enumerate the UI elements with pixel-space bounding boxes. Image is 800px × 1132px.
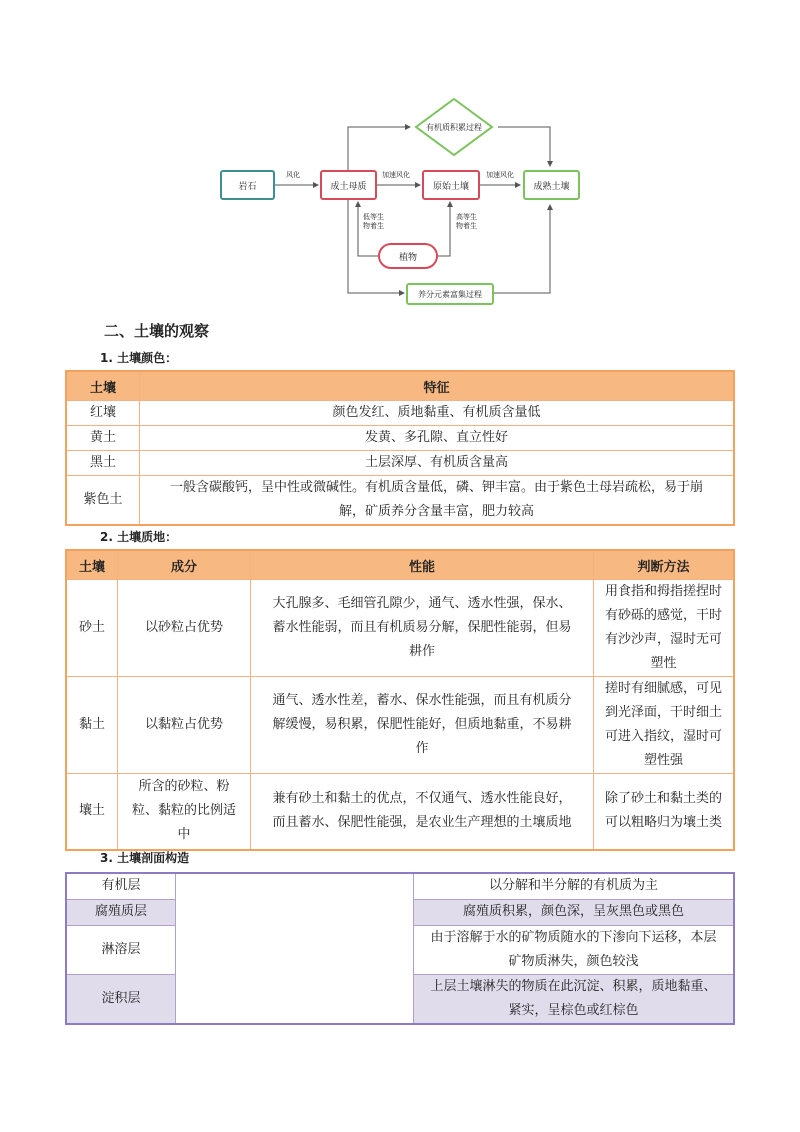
cell-layer: 腐殖质层 — [66, 899, 176, 925]
cell-line: 可以粗略归为壤土类 — [604, 815, 722, 831]
cell-line: 解缓慢，易积累，保肥性能好，但质地黏重，不易耕 — [272, 717, 572, 732]
soil-formation-diagram — [210, 95, 600, 315]
cell-feature: 土层深厚、有机质含量高 — [140, 451, 735, 476]
header-feature: 特征 — [140, 371, 735, 401]
cell-method — [594, 774, 735, 850]
subheading-color: 1. 土壤颜色： — [100, 351, 178, 365]
cell-component: 以黏粒占优势 — [118, 677, 251, 774]
label-accel-2: 加速风化 — [486, 171, 514, 179]
cell-line: 所含的砂粒、粉 — [138, 779, 230, 795]
header-method: 判断方法 — [594, 550, 735, 580]
node-organic-process: 有机质积累过程 — [426, 122, 482, 132]
table-row — [66, 451, 734, 476]
header-component: 成分 — [118, 550, 251, 580]
header-soil: 土壤 — [66, 550, 118, 580]
cell-line: 耕作 — [408, 644, 435, 659]
soil-profile-table — [65, 872, 735, 1025]
node-nutrient-process: 养分元素富集过程 — [406, 283, 494, 305]
cell-desc — [414, 974, 735, 1024]
edge-nutrient-to-mature — [494, 205, 550, 293]
cell-line: 解，矿质养分含量丰富，肥力较高 — [338, 504, 534, 519]
cell-layer: 淋溶层 — [66, 925, 176, 974]
table-row — [66, 774, 734, 850]
cell-layer: 淀积层 — [66, 974, 176, 1024]
soil-texture-table — [65, 549, 735, 851]
table-row — [66, 401, 734, 426]
diagram-connectors — [210, 95, 600, 315]
cell-line: 可进入指纹，湿时可 — [604, 729, 722, 744]
table-row — [66, 677, 734, 774]
cell-soil: 红壤 — [66, 401, 140, 426]
header-performance: 性能 — [251, 550, 594, 580]
cell-desc: 腐殖质积累，颜色深，呈灰黑色或黑色 — [414, 899, 735, 925]
node-organisms: 植物 — [378, 243, 438, 269]
cell-line: 塑性 — [650, 656, 677, 671]
table-row — [66, 476, 734, 526]
cell-line: 粒、黏粒的比例适 — [131, 803, 236, 819]
cell-line: 矿物质淋失，颜色较浅 — [508, 953, 639, 969]
cell-feature: 发黄、多孔隙、直立性好 — [140, 426, 735, 451]
label-weathering: 风化 — [286, 171, 300, 179]
cell-line: 通气、透水性差，蓄水、保水性能强，而且有机质分 — [272, 693, 572, 708]
node-rock: 岩石 — [220, 170, 275, 200]
edge-organisms-to-primitive — [438, 202, 450, 256]
label-lower-organisms — [363, 213, 384, 231]
subheading-texture: 2. 土壤质地： — [100, 530, 178, 544]
label-lower-organisms-line1: 低等生 — [363, 213, 384, 221]
cell-soil: 壤土 — [66, 774, 118, 850]
cell-line: 上层土壤淋失的物质在此沉淀、积累，质地黏重、 — [430, 978, 717, 994]
section-title: 二、土壤的观察 — [104, 322, 210, 340]
cell-line: 作 — [415, 741, 429, 756]
cell-soil: 黑土 — [66, 451, 140, 476]
label-higher-organisms — [456, 213, 477, 231]
table-row — [66, 426, 734, 451]
cell-soil: 紫色土 — [66, 476, 140, 526]
cell-line: 有砂砾的感觉，干时 — [604, 608, 722, 623]
cell-component — [118, 774, 251, 850]
table-header-row — [66, 550, 734, 580]
cell-desc: 以分解和半分解的有机质为主 — [414, 873, 735, 899]
header-soil: 土壤 — [66, 371, 140, 401]
cell-soil: 黄土 — [66, 426, 140, 451]
cell-line: 有沙沙声，湿时无可 — [604, 632, 722, 647]
label-higher-organisms-line2: 物着生 — [456, 222, 477, 230]
cell-line: 塑性强 — [643, 753, 683, 768]
cell-line: 一般含碳酸钙，呈中性或微碱性。有机质含量低，磷、钾丰富。由于紫色土母岩疏松，易于崩 — [169, 480, 703, 495]
cell-line: 蓄水性能弱，而且有机质易分解，保肥性能弱，但易 — [272, 620, 572, 635]
node-parent-material: 成土母质 — [320, 170, 377, 200]
cell-feature: 颜色发红、质地黏重、有机质含量低 — [140, 401, 735, 426]
table-row — [66, 873, 734, 899]
cell-line: 中 — [177, 827, 191, 843]
cell-performance — [251, 774, 594, 850]
cell-method — [594, 677, 735, 774]
cell-line: 到光泽面，干时细土 — [604, 705, 722, 720]
cell-line: 而且蓄水、保肥性能强，是农业生产理想的土壤质地 — [272, 815, 572, 831]
cell-layer: 有机层 — [66, 873, 176, 899]
edge-to-organic — [348, 127, 410, 171]
subheading-profile: 3. 土壤剖面构造 — [100, 851, 190, 865]
cell-line: 除了砂土和黏土类的 — [604, 791, 722, 807]
label-lower-organisms-line2: 物着生 — [363, 222, 384, 230]
cell-component: 以砂粒占优势 — [118, 580, 251, 677]
edge-organic-to-mature — [498, 127, 550, 166]
cell-line: 兼有砂土和黏土的优点，不仅通气、透水性能良好， — [272, 791, 572, 807]
cell-method — [594, 580, 735, 677]
table-header-row — [66, 371, 734, 401]
soil-color-table — [65, 370, 735, 526]
cell-performance — [251, 677, 594, 774]
cell-line: 搓时有细腻感，可见 — [604, 681, 722, 696]
node-primitive-soil: 原始土壤 — [422, 170, 480, 200]
label-higher-organisms-line1: 高等生 — [456, 213, 477, 221]
cell-desc — [414, 925, 735, 974]
cell-soil: 砂土 — [66, 580, 118, 677]
table-row — [66, 580, 734, 677]
profile-image-cell — [176, 873, 414, 1024]
node-mature-soil: 成熟土壤 — [523, 170, 580, 200]
cell-line: 紧实，呈棕色或红棕色 — [508, 1002, 639, 1018]
cell-feature — [140, 476, 735, 526]
label-accel-1: 加速风化 — [382, 171, 410, 179]
cell-line: 由于溶解于水的矿物质随水的下渗向下运移，本层 — [430, 929, 717, 945]
cell-line: 大孔腺多、毛细管孔隙少，通气、透水性强，保水、 — [272, 596, 572, 611]
cell-performance — [251, 580, 594, 677]
cell-soil: 黏土 — [66, 677, 118, 774]
cell-line: 用食指和拇指搓捏时 — [604, 584, 722, 599]
